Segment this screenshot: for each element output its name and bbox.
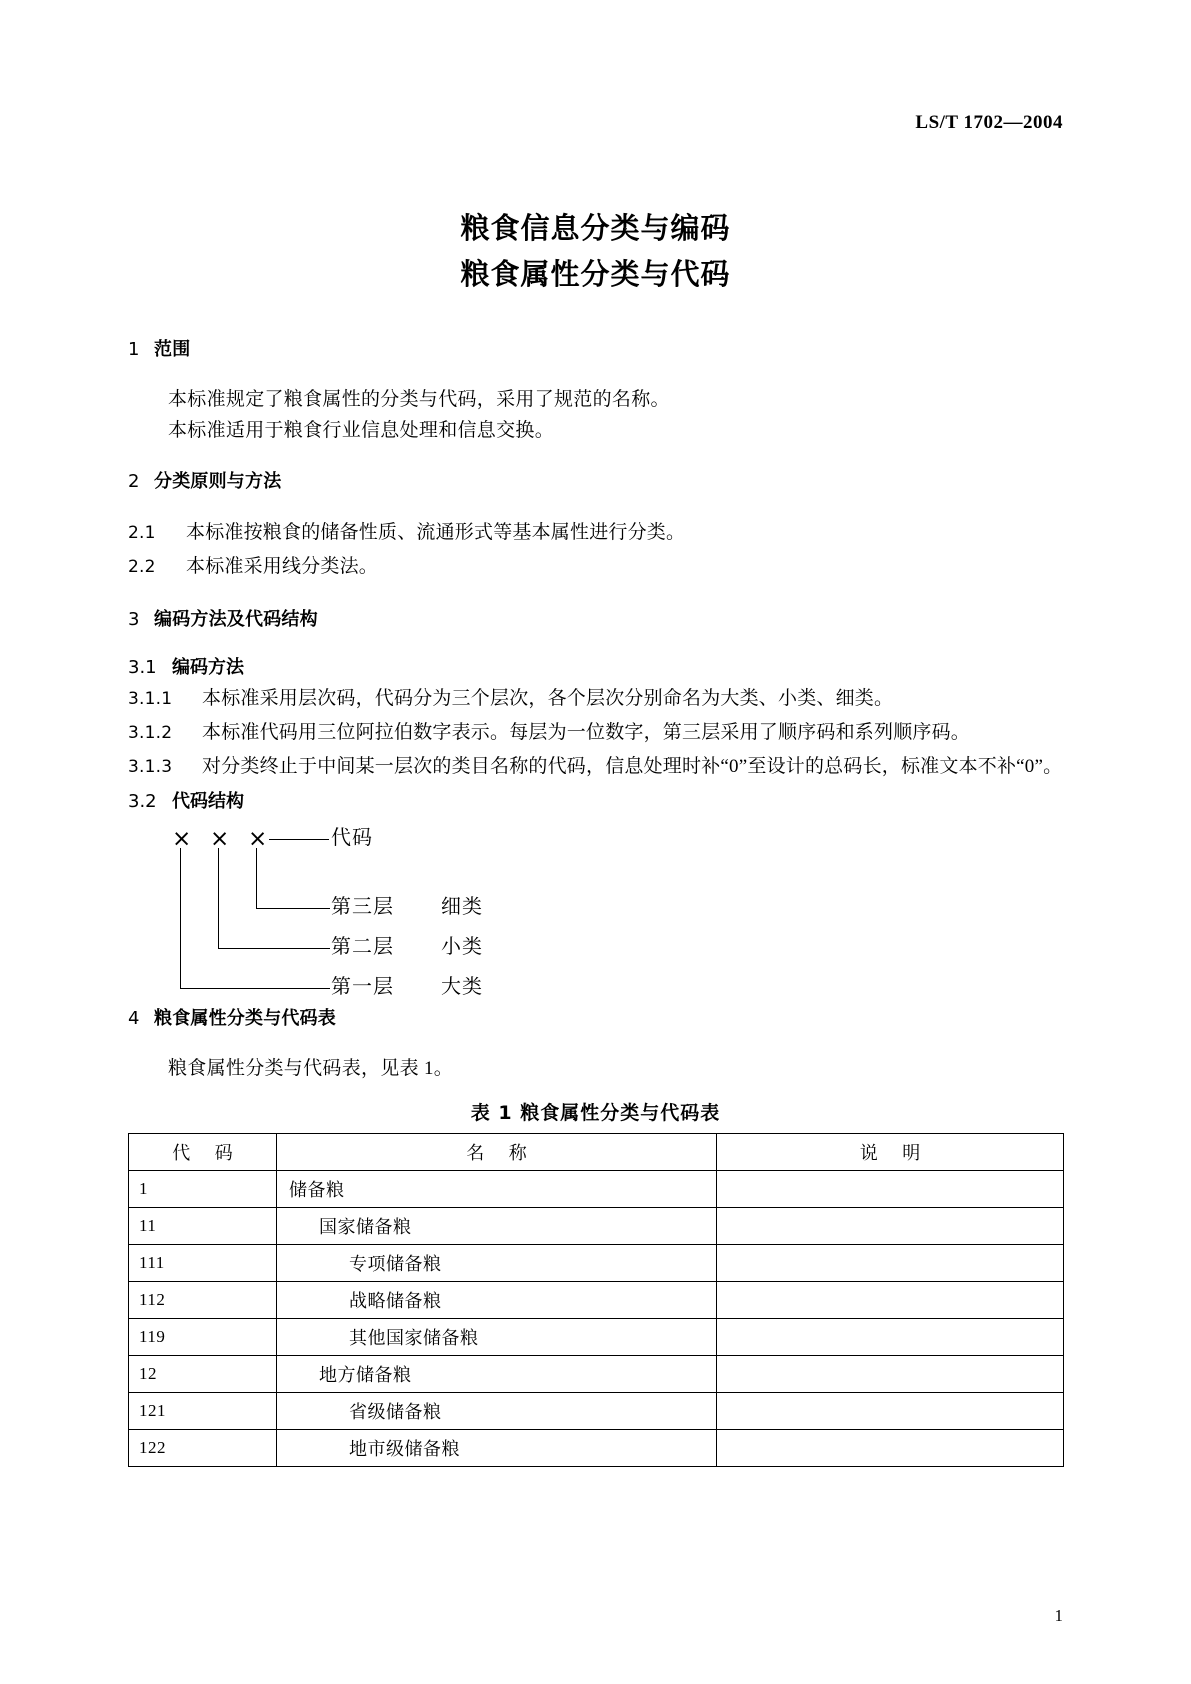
cell-name: 储备粮 bbox=[277, 1171, 717, 1208]
section-1-number: 1 bbox=[128, 339, 140, 360]
clause-3-1-3-text: 对分类终止于中间某一层次的类目名称的代码，信息处理时补“0”至设计的总码长，标准文本不补“0”。 bbox=[202, 756, 1063, 777]
cell-description bbox=[717, 1430, 1064, 1467]
cell-code: 121 bbox=[129, 1393, 277, 1430]
diagram-layer-1-label: 第一层 bbox=[331, 976, 394, 998]
leader-line-code bbox=[269, 839, 329, 840]
table-row bbox=[129, 1430, 1064, 1467]
bracket-vertical-layer-3 bbox=[256, 848, 257, 908]
cell-description bbox=[717, 1356, 1064, 1393]
section-heading-3 bbox=[128, 606, 1063, 634]
section-3-title: 编码方法及代码结构 bbox=[154, 609, 318, 630]
clause-2-2-number: 2.2 bbox=[128, 557, 156, 577]
table-row bbox=[129, 1208, 1064, 1245]
diagram-layer-3-name: 细类 bbox=[441, 896, 483, 918]
grain-attribute-code-table bbox=[128, 1133, 1064, 1467]
clause-3-1-1-number: 3.1.1 bbox=[128, 689, 173, 709]
cell-name: 战略储备粮 bbox=[277, 1282, 717, 1319]
column-header-name: 名 称 bbox=[277, 1134, 717, 1171]
clause-3-1-2-number: 3.1.2 bbox=[128, 723, 173, 743]
cell-description bbox=[717, 1319, 1064, 1356]
table-row bbox=[129, 1356, 1064, 1393]
section-heading-3-2 bbox=[128, 788, 1063, 816]
clause-2-1-text: 本标准按粮食的储备性质、流通形式等基本属性进行分类。 bbox=[186, 522, 686, 543]
code-structure-diagram bbox=[128, 822, 1063, 997]
table-row bbox=[129, 1171, 1064, 1208]
table-row bbox=[129, 1319, 1064, 1356]
page-number: 1 bbox=[1054, 1606, 1063, 1625]
spacer bbox=[128, 584, 1063, 606]
bracket-horizontal-layer-3 bbox=[256, 908, 330, 909]
section-3-1-number: 3.1 bbox=[128, 657, 157, 678]
cell-name: 地方储备粮 bbox=[277, 1356, 717, 1393]
cell-code: 112 bbox=[129, 1282, 277, 1319]
cell-name: 省级储备粮 bbox=[277, 1393, 717, 1430]
title-line-2: 粮食属性分类与代码 bbox=[460, 257, 731, 291]
cell-description bbox=[717, 1171, 1064, 1208]
title-line-1: 粮食信息分类与编码 bbox=[460, 211, 731, 245]
clause-3-1-2 bbox=[128, 716, 1063, 750]
code-digit-symbol-3: × bbox=[248, 826, 268, 852]
clause-2-1 bbox=[128, 516, 1063, 550]
clause-2-1-number: 2.1 bbox=[128, 523, 156, 543]
section-4-paragraph-1: 粮食属性分类与代码表，见表 1。 bbox=[168, 1058, 454, 1079]
code-digit-symbol-2: × bbox=[210, 826, 230, 852]
diagram-code-label: 代码 bbox=[331, 827, 373, 849]
code-digit-symbol-1: × bbox=[172, 826, 192, 852]
bracket-horizontal-layer-2 bbox=[218, 948, 330, 949]
section-heading-2 bbox=[128, 468, 1063, 496]
section-heading-4 bbox=[128, 1005, 1063, 1033]
section-2-number: 2 bbox=[128, 471, 140, 492]
diagram-layer-3-label: 第三层 bbox=[331, 896, 394, 918]
cell-code: 12 bbox=[129, 1356, 277, 1393]
spacer bbox=[128, 446, 1063, 468]
diagram-layer-1-name: 大类 bbox=[441, 976, 483, 998]
bracket-vertical-layer-1 bbox=[180, 848, 181, 988]
column-header-description: 说 明 bbox=[717, 1134, 1064, 1171]
spacer bbox=[128, 1039, 1063, 1053]
document-body bbox=[128, 336, 1063, 1467]
section-1-paragraph-1: 本标准规定了粮食属性的分类与代码，采用了规范的名称。 bbox=[168, 389, 670, 410]
cell-name: 其他国家储备粮 bbox=[277, 1319, 717, 1356]
bracket-horizontal-layer-1 bbox=[180, 988, 330, 989]
bracket-vertical-layer-2 bbox=[218, 848, 219, 948]
section-3-number: 3 bbox=[128, 609, 140, 630]
diagram-layer-2-label: 第二层 bbox=[331, 936, 394, 958]
spacer bbox=[128, 640, 1063, 654]
spacer bbox=[128, 370, 1063, 384]
clause-3-1-2-text: 本标准代码用三位阿拉伯数字表示。每层为一位数字，第三层采用了顺序码和系列顺序码。 bbox=[202, 722, 971, 743]
column-header-code: 代 码 bbox=[129, 1134, 277, 1171]
clause-3-1-1 bbox=[128, 682, 1063, 716]
cell-description bbox=[717, 1245, 1064, 1282]
section-4-title: 粮食属性分类与代码表 bbox=[154, 1008, 336, 1029]
section-heading-3-1 bbox=[128, 654, 1063, 682]
cell-name: 专项储备粮 bbox=[277, 1245, 717, 1282]
section-1-paragraph-2: 本标准适用于粮食行业信息处理和信息交换。 bbox=[168, 420, 555, 441]
clause-2-2-text: 本标准采用线分类法。 bbox=[186, 556, 379, 577]
section-3-2-number: 3.2 bbox=[128, 791, 157, 812]
cell-code: 119 bbox=[129, 1319, 277, 1356]
section-1-title: 范围 bbox=[154, 339, 191, 360]
section-2-title: 分类原则与方法 bbox=[154, 471, 282, 492]
table-body bbox=[129, 1171, 1064, 1467]
clause-3-1-3 bbox=[128, 750, 1063, 784]
standard-number-header: LS/T 1702—2004 bbox=[915, 112, 1063, 133]
cell-code: 122 bbox=[129, 1430, 277, 1467]
table-row bbox=[129, 1282, 1064, 1319]
clause-2-2 bbox=[128, 550, 1063, 584]
table-header-row bbox=[129, 1134, 1064, 1171]
diagram-layer-2-name: 小类 bbox=[441, 936, 483, 958]
cell-name: 地市级储备粮 bbox=[277, 1430, 717, 1467]
clause-3-1-3-number: 3.1.3 bbox=[128, 757, 173, 777]
cell-description bbox=[717, 1208, 1064, 1245]
section-4-number: 4 bbox=[128, 1008, 140, 1029]
section-heading-1 bbox=[128, 336, 1063, 364]
table-row bbox=[129, 1245, 1064, 1282]
table-caption: 表 1 粮食属性分类与代码表 bbox=[470, 1102, 721, 1124]
section-3-1-title: 编码方法 bbox=[172, 657, 244, 678]
spacer bbox=[128, 502, 1063, 516]
cell-code: 11 bbox=[129, 1208, 277, 1245]
cell-description bbox=[717, 1282, 1064, 1319]
section-3-2-title: 代码结构 bbox=[172, 791, 244, 812]
clause-3-1-1-text: 本标准采用层次码，代码分为三个层次，各个层次分别命名为大类、小类、细类。 bbox=[202, 688, 894, 709]
cell-description bbox=[717, 1393, 1064, 1430]
table-header bbox=[129, 1134, 1064, 1171]
cell-name: 国家储备粮 bbox=[277, 1208, 717, 1245]
cell-code: 111 bbox=[129, 1245, 277, 1282]
table-row bbox=[129, 1393, 1064, 1430]
cell-code: 1 bbox=[129, 1171, 277, 1208]
document-title bbox=[0, 205, 1191, 297]
spacer bbox=[128, 1084, 1063, 1098]
